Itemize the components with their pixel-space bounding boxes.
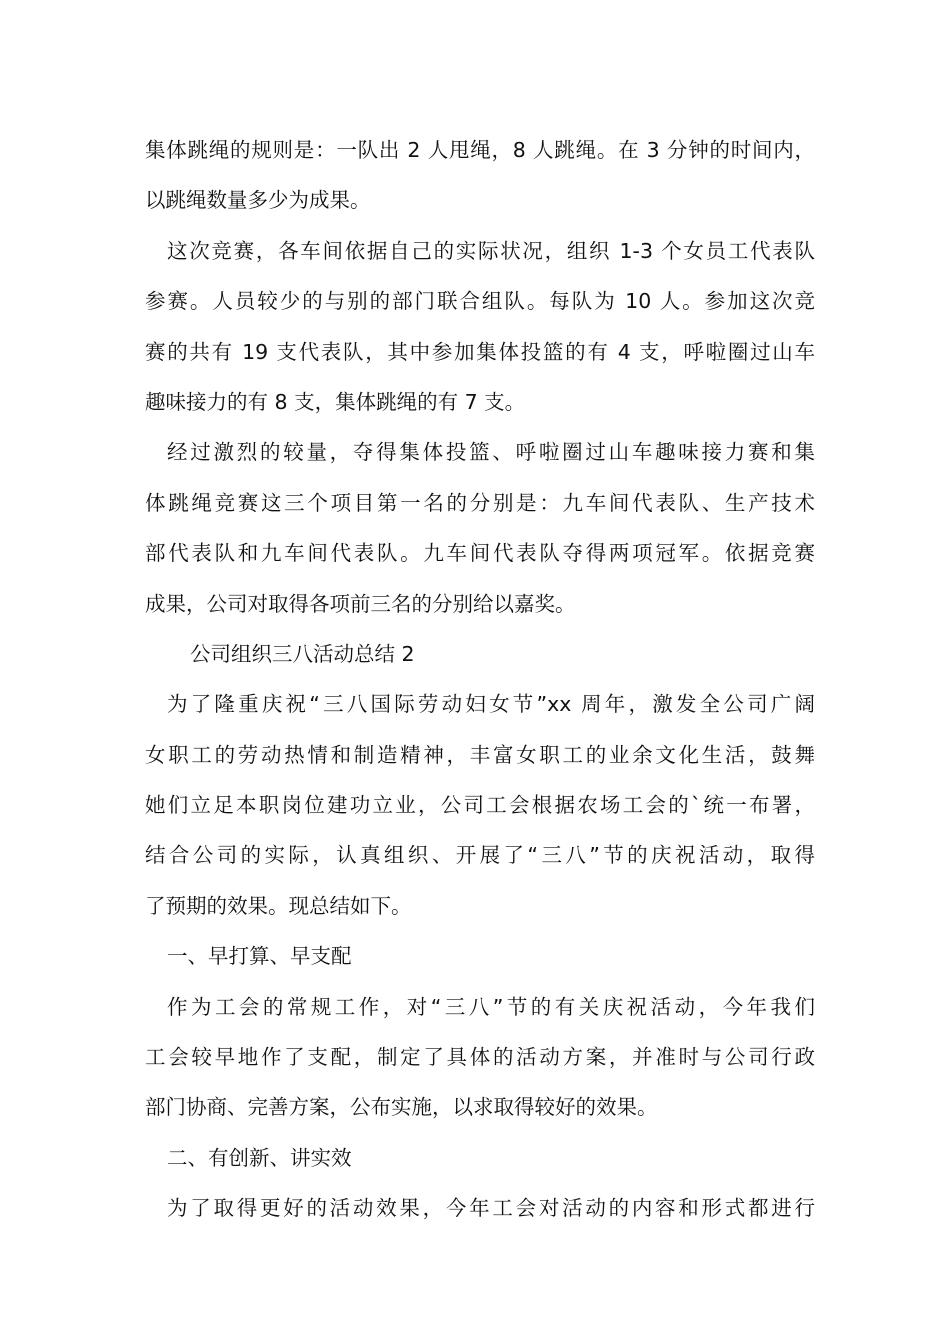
text-line: 结合公司的实际，认真组织、开展了“三八”节的庆祝活动，取得 — [145, 843, 815, 868]
text-line: 为了隆重庆祝“三八国际劳动妇女节”xx 周年，激发全公司广阔 — [167, 692, 815, 717]
text-line: 二、有创新、讲实效 — [167, 1145, 352, 1170]
text-line: 了预期的效果。现总结如下。 — [145, 893, 412, 918]
text-line: 这次竞赛，各车间依据自己的实际状况，组织 1-3 个女员工代表队 — [167, 238, 815, 263]
text-line: 体跳绳竞赛这三个项目第一名的分别是：九车间代表队、生产技术 — [145, 490, 815, 515]
text-line: 以跳绳数量多少为成果。 — [145, 188, 371, 213]
text-line: 趣味接力的有 8 支，集体跳绳的有 7 支。 — [145, 389, 526, 414]
text-line: 公司组织三八活动总结 2 — [190, 641, 415, 666]
text-line: 集体跳绳的规则是：一队出 2 人甩绳，8 人跳绳。在 3 分钟的时间内， — [145, 138, 815, 162]
body-text — [145, 125, 815, 1234]
text-line: 成果，公司对取得各项前三名的分别给以嘉奖。 — [145, 591, 576, 616]
text-line: 部代表队和九车间代表队。九车间代表队夺得两项冠军。依据竞赛 — [145, 541, 815, 566]
text-line: 作为工会的常规工作，对“三八”节的有关庆祝活动，今年我们 — [167, 994, 815, 1019]
text-line: 部门协商、完善方案，公布实施，以求取得较好的效果。 — [145, 1095, 658, 1120]
text-line: 为了取得更好的活动效果，今年工会对活动的内容和形式都进行 — [167, 1196, 815, 1221]
text-line: 女职工的劳动热情和制造精神，丰富女职工的业余文化生活，鼓舞 — [145, 742, 815, 767]
text-line: 赛的共有 19 支代表队，其中参加集体投篮的有 4 支，呼啦圈过山车 — [145, 339, 815, 364]
text-line: 经过激烈的较量，夺得集体投篮、呼啦圈过山车趣味接力赛和集 — [167, 440, 815, 465]
text-line: 工会较早地作了支配，制定了具体的活动方案，并准时与公司行政 — [145, 1045, 815, 1070]
document-page — [145, 125, 815, 1234]
text-line: 参赛。人员较少的与别的部门联合组队。每队为 10 人。参加这次竞 — [145, 289, 815, 314]
text-line: 她们立足本职岗位建功立业，公司工会根据农场工会的`统一布署， — [145, 793, 815, 818]
text-line: 一、早打算、早支配 — [167, 944, 352, 969]
